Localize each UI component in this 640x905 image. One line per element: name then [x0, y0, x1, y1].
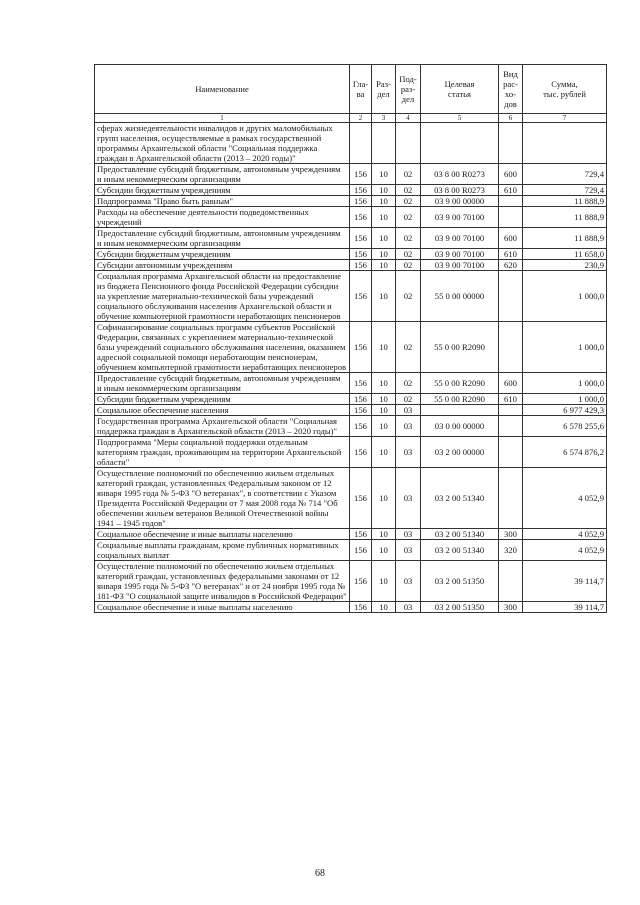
row-razdel: 10 — [372, 322, 396, 373]
table-row — [95, 437, 607, 468]
row-article: 03 9 00 00000 — [421, 196, 499, 207]
table-row — [95, 249, 607, 260]
row-article: 55 0 00 R2090 — [421, 373, 499, 394]
row-vid — [499, 416, 523, 437]
row-sum: 11 658,0 — [523, 249, 607, 260]
row-podrazdel: 03 — [396, 540, 421, 561]
row-razdel: 10 — [372, 207, 396, 228]
row-article: 03 9 00 70100 — [421, 207, 499, 228]
row-podrazdel: 02 — [396, 373, 421, 394]
table-row — [95, 373, 607, 394]
column-number: 3 — [372, 114, 396, 123]
table-row — [95, 185, 607, 196]
row-podrazdel: 02 — [396, 164, 421, 185]
row-article: 03 9 00 70100 — [421, 260, 499, 271]
row-glava: 156 — [350, 540, 372, 561]
row-podrazdel: 02 — [396, 394, 421, 405]
row-article — [421, 123, 499, 164]
header-article: Целевая статья — [421, 65, 499, 114]
row-vid — [499, 322, 523, 373]
row-glava: 156 — [350, 196, 372, 207]
row-name: Социальное обеспечение и иные выплаты населению — [95, 529, 350, 540]
column-number-row — [95, 114, 607, 123]
row-podrazdel: 02 — [396, 185, 421, 196]
row-glava: 156 — [350, 602, 372, 613]
budget-table — [94, 64, 607, 613]
header-razdel: Раз- дел — [372, 65, 396, 114]
row-name: Социальная программа Архангельской области на предоставление из бюджета Пенсионного фонда Российской Федерации субсидии на укрепление материально-технической базы учреждений социального обслуживания населения Архангельской области и обучение компьютерной грамотности неработающих пенсионеров — [95, 271, 350, 322]
row-razdel: 10 — [372, 405, 396, 416]
row-sum: 729,4 — [523, 164, 607, 185]
row-name: Предоставление субсидий бюджетным, автономным учреждениям и иным некоммерческим организациям — [95, 164, 350, 185]
row-sum — [523, 123, 607, 164]
row-razdel — [372, 123, 396, 164]
table-row — [95, 529, 607, 540]
row-glava: 156 — [350, 468, 372, 529]
row-vid: 610 — [499, 249, 523, 260]
row-name: Подпрограмма "Меры социальной поддержки отдельным категориям граждан, проживающим на территории Архангельской области" — [95, 437, 350, 468]
row-razdel: 10 — [372, 561, 396, 602]
row-article: 55 0 00 00000 — [421, 271, 499, 322]
row-podrazdel: 03 — [396, 529, 421, 540]
row-razdel: 10 — [372, 540, 396, 561]
row-name: Социальные выплаты гражданам, кроме публичных нормативных социальных выплат — [95, 540, 350, 561]
row-vid — [499, 468, 523, 529]
row-razdel: 10 — [372, 394, 396, 405]
row-vid — [499, 405, 523, 416]
row-podrazdel — [396, 123, 421, 164]
row-razdel: 10 — [372, 228, 396, 249]
row-sum: 6 578 255,6 — [523, 416, 607, 437]
row-glava: 156 — [350, 185, 372, 196]
page-number: 68 — [315, 868, 325, 879]
row-name: Осуществление полномочий по обеспечению жильем отдельных категорий граждан, установленных федеральными законами от 12 января 1995 года № 5-ФЗ "О ветеранах" и от 24 ноября 1995 года № 181-ФЗ "О социальной защите инвалидов в Российской Федерации" — [95, 561, 350, 602]
table-row — [95, 228, 607, 249]
row-name: Субсидии бюджетным учреждениям — [95, 185, 350, 196]
table-row — [95, 271, 607, 322]
row-name: Подпрограмма "Право быть равным" — [95, 196, 350, 207]
row-article — [421, 405, 499, 416]
row-name: Расходы на обеспечение деятельности подведомственных учреждений — [95, 207, 350, 228]
row-razdel: 10 — [372, 373, 396, 394]
row-vid: 600 — [499, 164, 523, 185]
header-name: Наименование — [95, 65, 350, 114]
table-row — [95, 561, 607, 602]
row-name: Социальное обеспечение и иные выплаты населению — [95, 602, 350, 613]
table-row — [95, 164, 607, 185]
row-vid: 600 — [499, 228, 523, 249]
table-row — [95, 322, 607, 373]
row-razdel: 10 — [372, 602, 396, 613]
row-sum: 39 114,7 — [523, 561, 607, 602]
row-name: сферах жизнедеятельности инвалидов и других маломобильных групп населения, осуществляемые в рамках государственной программы Архангельской области "Социальная поддержка граждан в Архангельской области (2013 – 2020 годы)" — [95, 123, 350, 164]
row-glava: 156 — [350, 322, 372, 373]
row-article: 03 2 00 51350 — [421, 561, 499, 602]
row-glava: 156 — [350, 437, 372, 468]
row-sum: 729,4 — [523, 185, 607, 196]
table-row — [95, 207, 607, 228]
row-vid: 610 — [499, 185, 523, 196]
row-vid: 300 — [499, 529, 523, 540]
table-row — [95, 540, 607, 561]
row-razdel: 10 — [372, 196, 396, 207]
row-vid: 320 — [499, 540, 523, 561]
row-name: Субсидии бюджетным учреждениям — [95, 249, 350, 260]
row-vid — [499, 207, 523, 228]
row-article: 03 9 00 70100 — [421, 228, 499, 249]
row-razdel: 10 — [372, 529, 396, 540]
row-podrazdel: 03 — [396, 468, 421, 529]
row-glava: 156 — [350, 561, 372, 602]
row-sum: 1 000,0 — [523, 394, 607, 405]
row-sum: 6 977 429,3 — [523, 405, 607, 416]
table-row — [95, 602, 607, 613]
row-article: 03 2 00 51340 — [421, 529, 499, 540]
row-name: Предоставление субсидий бюджетным, автономным учреждениям и иным некоммерческим организациям — [95, 228, 350, 249]
row-podrazdel: 02 — [396, 260, 421, 271]
header-vid: Вид рас- хо- дов — [499, 65, 523, 114]
table-row — [95, 260, 607, 271]
header-podrazdel: Под- раз- дел — [396, 65, 421, 114]
row-sum: 6 574 876,2 — [523, 437, 607, 468]
row-sum: 4 052,9 — [523, 540, 607, 561]
row-vid — [499, 437, 523, 468]
row-podrazdel: 03 — [396, 416, 421, 437]
row-sum: 1 000,0 — [523, 373, 607, 394]
row-article: 03 8 00 R0273 — [421, 164, 499, 185]
row-name: Субсидии автономным учреждениям — [95, 260, 350, 271]
row-article: 03 2 00 51340 — [421, 468, 499, 529]
row-sum: 230,9 — [523, 260, 607, 271]
row-glava: 156 — [350, 164, 372, 185]
row-article: 03 2 00 51340 — [421, 540, 499, 561]
column-number: 5 — [421, 114, 499, 123]
row-podrazdel: 02 — [396, 228, 421, 249]
row-razdel: 10 — [372, 437, 396, 468]
row-name: Государственная программа Архангельской области "Социальная поддержка граждан в Архангельской области (2013 – 2020 годы)" — [95, 416, 350, 437]
row-glava: 156 — [350, 529, 372, 540]
row-article: 03 0 00 00000 — [421, 416, 499, 437]
row-glava: 156 — [350, 416, 372, 437]
table-row — [95, 196, 607, 207]
row-razdel: 10 — [372, 468, 396, 529]
row-vid: 610 — [499, 394, 523, 405]
table-row — [95, 468, 607, 529]
row-glava: 156 — [350, 271, 372, 322]
row-razdel: 10 — [372, 260, 396, 271]
table-header-row — [95, 65, 607, 114]
row-podrazdel: 02 — [396, 249, 421, 260]
row-razdel: 10 — [372, 185, 396, 196]
row-glava: 156 — [350, 405, 372, 416]
row-sum: 39 114,7 — [523, 602, 607, 613]
row-article: 03 9 00 70100 — [421, 249, 499, 260]
header-glava: Гла- ва — [350, 65, 372, 114]
row-razdel: 10 — [372, 164, 396, 185]
row-razdel: 10 — [372, 416, 396, 437]
row-sum: 11 888,9 — [523, 196, 607, 207]
row-sum: 4 052,9 — [523, 529, 607, 540]
row-podrazdel: 03 — [396, 561, 421, 602]
row-vid: 300 — [499, 602, 523, 613]
row-razdel: 10 — [372, 271, 396, 322]
header-sum: Сумма, тыс. рублей — [523, 65, 607, 114]
row-sum: 4 052,9 — [523, 468, 607, 529]
table-row — [95, 394, 607, 405]
column-number: 1 — [95, 114, 350, 123]
row-glava: 156 — [350, 373, 372, 394]
row-article: 55 0 00 R2090 — [421, 394, 499, 405]
row-podrazdel: 02 — [396, 196, 421, 207]
row-vid — [499, 196, 523, 207]
column-number: 2 — [350, 114, 372, 123]
row-sum: 1 000,0 — [523, 322, 607, 373]
row-article: 55 0 00 R2090 — [421, 322, 499, 373]
row-podrazdel: 03 — [396, 405, 421, 416]
column-number: 4 — [396, 114, 421, 123]
row-podrazdel: 02 — [396, 322, 421, 373]
row-vid — [499, 561, 523, 602]
table-row — [95, 123, 607, 164]
column-number: 7 — [523, 114, 607, 123]
row-vid — [499, 123, 523, 164]
row-podrazdel: 02 — [396, 271, 421, 322]
row-glava: 156 — [350, 207, 372, 228]
row-glava: 156 — [350, 249, 372, 260]
row-vid: 620 — [499, 260, 523, 271]
row-podrazdel: 03 — [396, 437, 421, 468]
row-name: Предоставление субсидий бюджетным, автономным учреждениям и иным некоммерческим организациям — [95, 373, 350, 394]
row-sum: 1 000,0 — [523, 271, 607, 322]
column-number: 6 — [499, 114, 523, 123]
row-glava: 156 — [350, 228, 372, 249]
row-podrazdel: 03 — [396, 602, 421, 613]
row-glava: 156 — [350, 260, 372, 271]
row-article: 03 2 00 00000 — [421, 437, 499, 468]
row-podrazdel: 02 — [396, 207, 421, 228]
row-name: Субсидии бюджетным учреждениям — [95, 394, 350, 405]
table-row — [95, 416, 607, 437]
row-razdel: 10 — [372, 249, 396, 260]
row-glava — [350, 123, 372, 164]
row-glava: 156 — [350, 394, 372, 405]
row-article: 03 8 00 R0273 — [421, 185, 499, 196]
row-vid — [499, 271, 523, 322]
table-row — [95, 405, 607, 416]
row-vid: 600 — [499, 373, 523, 394]
row-article: 03 2 00 51350 — [421, 602, 499, 613]
row-name: Социальное обеспечение населения — [95, 405, 350, 416]
row-sum: 11 888,9 — [523, 228, 607, 249]
row-sum: 11 888,9 — [523, 207, 607, 228]
row-name: Осуществление полномочий по обеспечению жильем отдельных категорий граждан, установленных Федеральным законом от 12 января 1995 года № 5-ФЗ "О ветеранах", в соответствии с Указом Президента Российской Федерации от 7 мая 2008 года № 714 "Об обеспечении жильем ветеранов Великой Отечественной войны 1941 – 1945 годов" — [95, 468, 350, 529]
row-name: Софинансирование социальных программ субъектов Российской Федерации, связанных с укреплением материально-технической базы учреждений социального обслуживания населения, оказанием адресной социальной помощи неработающим пенсионерам, обучением компьютерной грамотности неработающих пенсионеров — [95, 322, 350, 373]
